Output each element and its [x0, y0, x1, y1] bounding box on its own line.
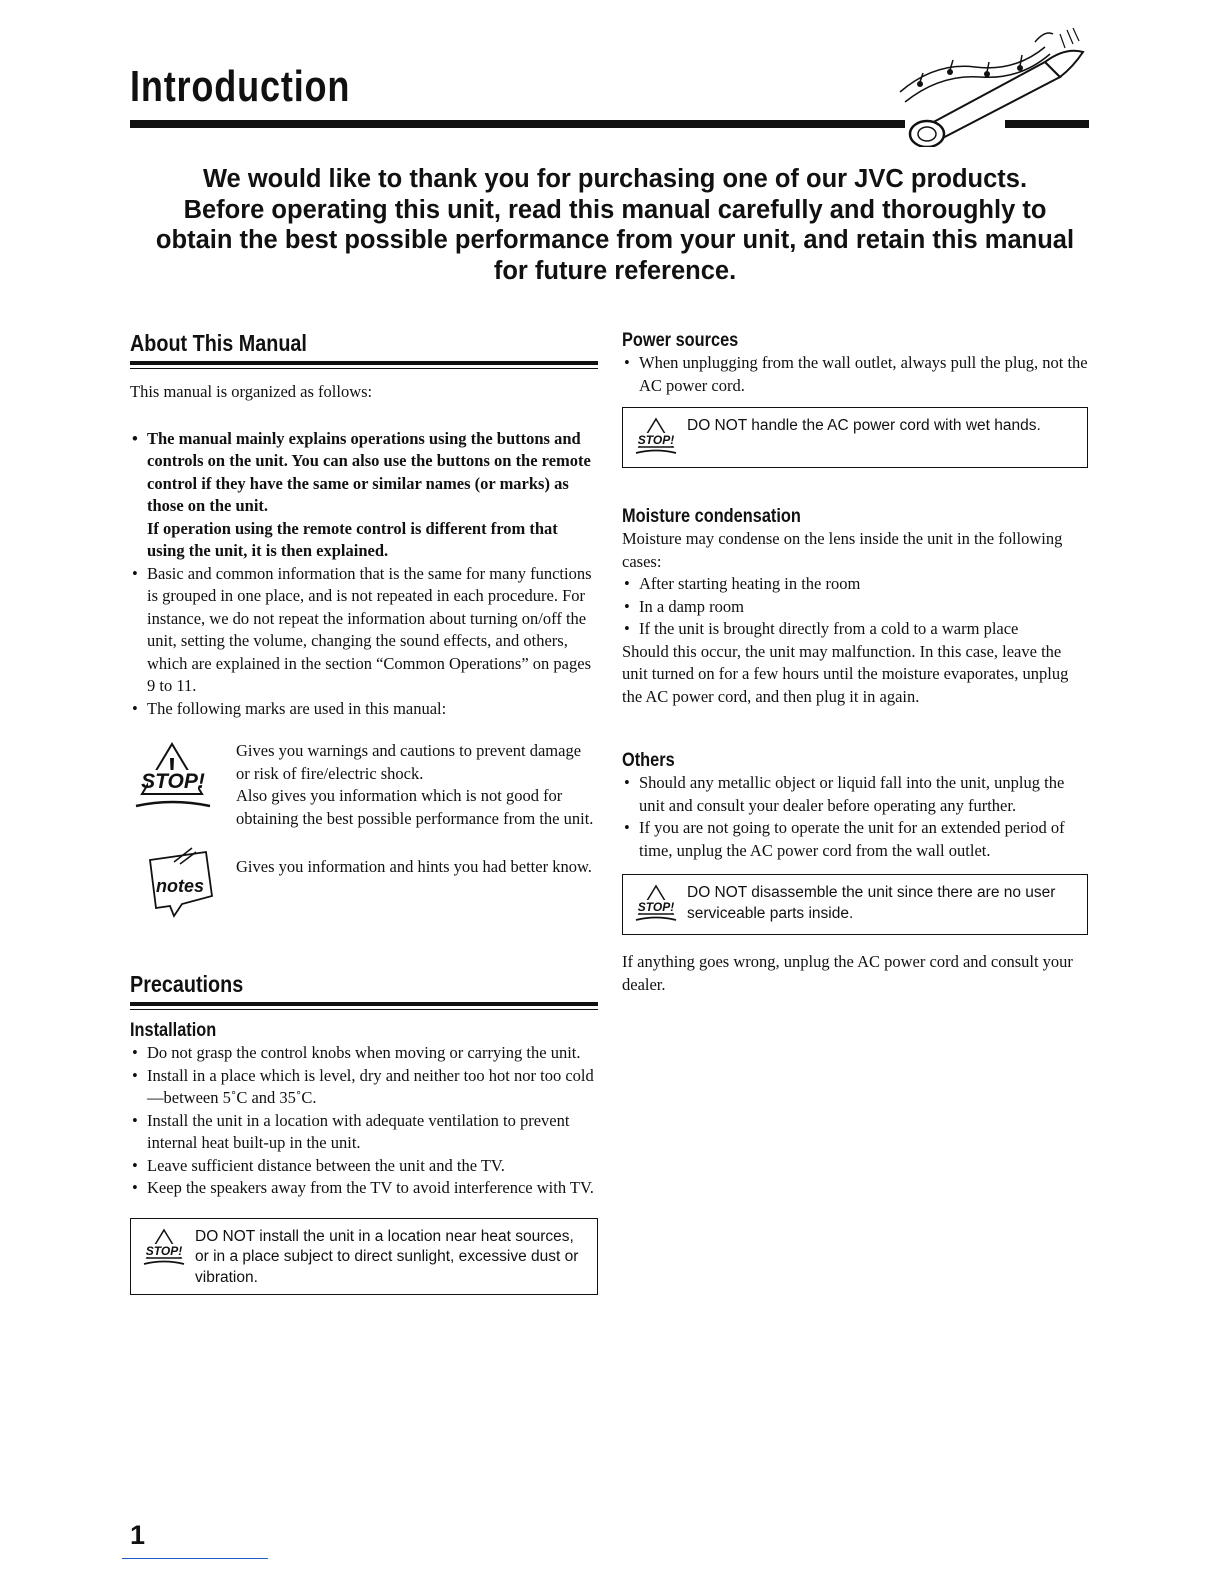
page-number-rule: [122, 1558, 268, 1559]
intro-line: Before operating this unit, read this manual carefully and thoroughly to: [183, 195, 1047, 224]
left-column: [130, 330, 598, 1295]
moisture-list: [622, 573, 1088, 641]
installation-warning-box: [130, 1218, 598, 1296]
about-list: [130, 428, 598, 721]
list-item: • If you are not going to operate the unit for an extended period of time, unplug the AC power cord from the wall outlet.: [622, 817, 1088, 862]
list-item: • Do not grasp the control knobs when moving or carrying the unit.: [130, 1042, 598, 1065]
stop-mark-text: [236, 740, 598, 830]
stop-icon: [633, 416, 687, 461]
svg-text:STOP!: STOP!: [637, 900, 675, 914]
installation-heading: Installation: [130, 1020, 217, 1041]
others-warning-box: [622, 874, 1088, 935]
power-list: [622, 352, 1088, 397]
others-heading: Others: [622, 750, 675, 771]
svg-text:STOP!: STOP!: [637, 433, 675, 447]
list-item: • The following marks are used in this manual:: [130, 698, 598, 721]
page-title: Introduction: [130, 62, 351, 111]
list-item: • If the unit is brought directly from a cold to a warm place: [622, 618, 1088, 641]
power-heading: Power sources: [622, 330, 739, 351]
list-item: • Keep the speakers away from the TV to avoid interference with TV.: [130, 1177, 598, 1200]
notes-icon: [130, 846, 230, 923]
list-item: • Leave sufficient distance between the unit and the TV.: [130, 1155, 598, 1178]
svg-text:STOP!: STOP!: [145, 1243, 183, 1258]
stop-mark-text-1: Gives you warnings and cautions to prevent damage or risk of fire/electric shock.: [236, 741, 582, 783]
list-item: • After starting heating in the room: [622, 573, 1088, 596]
intro-thanks: [120, 164, 1110, 286]
intro-line: We would like to thank you for purchasing one of our JVC products.: [202, 165, 1028, 193]
notes-icon-text: notes: [155, 876, 205, 896]
precautions-heading: Precautions: [130, 971, 244, 997]
moisture-heading: Moisture condensation: [622, 506, 801, 527]
section-rule: [130, 361, 598, 365]
installation-list: [130, 1042, 598, 1200]
about-intro: This manual is organized as follows:: [130, 382, 373, 401]
others-closing: If anything goes wrong, unplug the AC power cord and consult your dealer.: [622, 952, 1073, 994]
moisture-intro: Moisture may condense on the lens inside the unit in the following cases:: [622, 529, 1063, 571]
others-warning-text: DO NOT disassemble the unit since there are no user serviceable parts inside.: [687, 884, 1056, 922]
list-item: • Should any metallic object or liquid fall into the unit, unplug the unit and consult your dealer before operating any further.: [622, 772, 1088, 817]
list-item: • In a damp room: [622, 596, 1088, 619]
section-rule-thin: [130, 368, 598, 369]
list-item: • Install the unit in a location with adequate ventilation to prevent internal heat built-up in the unit.: [130, 1110, 598, 1155]
section-rule-thin: [130, 1009, 598, 1010]
list-item: [130, 428, 598, 563]
list-item: • Install in a place which is level, dry and neither too hot nor too cold—between 5˚C and 35˚C.: [130, 1065, 598, 1110]
stop-mark-text-2: Also gives you information which is not good for obtaining the best possible performance from the unit.: [236, 786, 594, 828]
notes-mark-row: [130, 846, 598, 923]
power-warning-text: DO NOT handle the AC power cord with wet hands.: [687, 417, 1041, 434]
stop-icon-text: STOP!: [141, 770, 205, 793]
others-list: [622, 772, 1088, 862]
list-item: • When unplugging from the wall outlet, always pull the plug, not the AC power cord.: [622, 352, 1088, 397]
notes-mark-text: Gives you information and hints you had better know.: [236, 857, 592, 876]
stop-icon: [633, 883, 687, 928]
page-number: 1: [130, 1520, 146, 1550]
music-horn-illustration: [895, 22, 1095, 147]
intro-line: obtain the best possible performance from your unit, and retain this manual: [155, 226, 1075, 254]
right-column: [622, 330, 1088, 996]
moisture-after: Should this occur, the unit may malfunction. In this case, leave the unit turned on for a few hours until the moisture evaporates, unplug the AC power cord, and then plug it in again.: [622, 641, 1069, 706]
stop-icon: [141, 1227, 195, 1272]
bold-bullet-cont: If operation using the remote control is different from that using the unit, it is then explained.: [147, 518, 558, 560]
installation-warning-text: DO NOT install the unit in a location near heat sources, or in a place subject to direct sunlight, excessive dust or vibration.: [195, 1227, 579, 1286]
section-rule: [130, 1002, 598, 1006]
stop-mark-row: [130, 740, 598, 830]
power-warning-box: [622, 407, 1088, 468]
about-heading: About This Manual: [130, 330, 307, 356]
bold-bullet-text: The manual mainly explains operations using the buttons and controls on the unit. You can also use the buttons on the remote control if they have the same or similar names (or marks) as those on the unit.: [147, 428, 591, 515]
list-item: • Basic and common information that is the same for many functions is grouped in one place, and is not repeated in each procedure. For instance, we do not repeat the information about turning on/off the unit, setting the volume, changing the sound effects, and others, which are explained in the section “Common Operations” on pages 9 to 11.: [130, 563, 598, 698]
intro-line: for future reference.: [493, 256, 737, 285]
title-rule: [130, 120, 905, 128]
stop-icon: [130, 740, 230, 815]
